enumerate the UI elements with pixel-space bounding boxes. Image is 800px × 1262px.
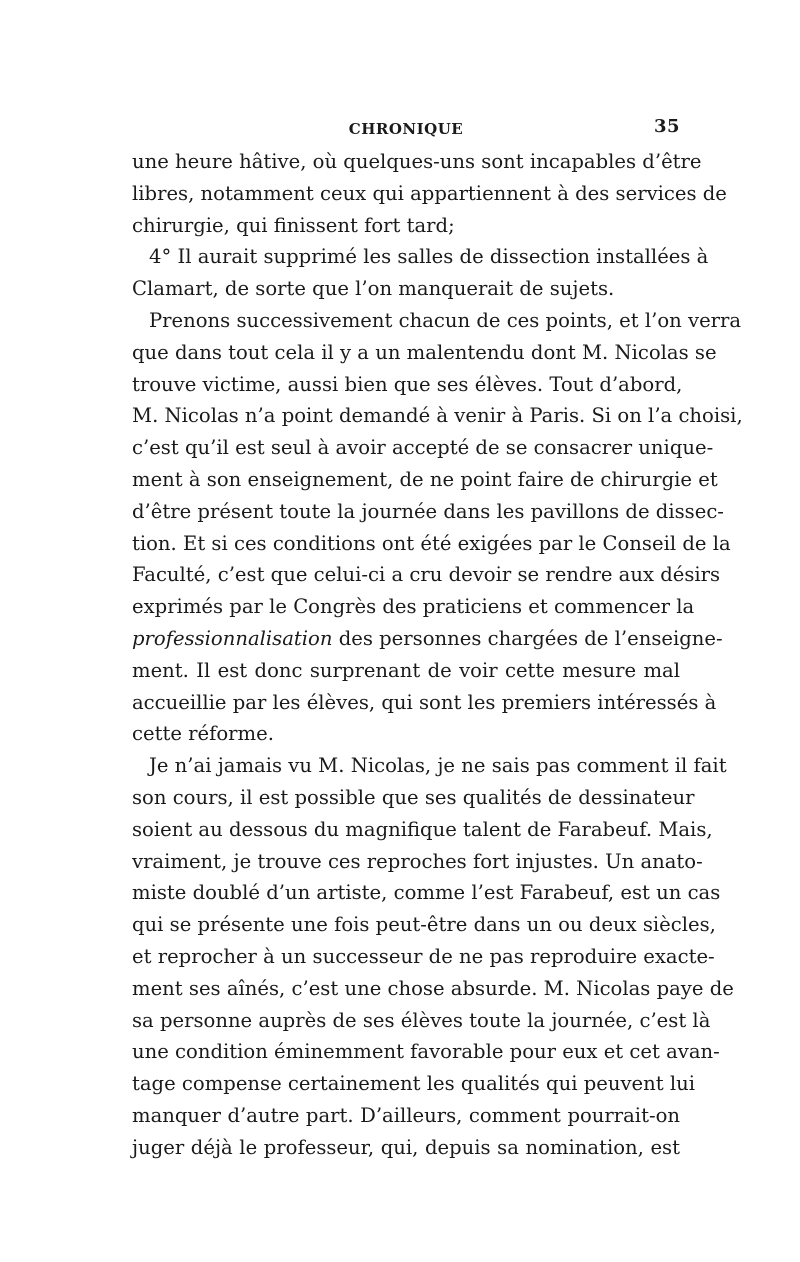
emphasized-word: professionnalisation (132, 626, 333, 650)
text-line: et reprocher à un successeur de ne pas reproduire exacte- (132, 944, 715, 968)
running-title: CHRONIQUE (348, 120, 464, 138)
text-line: sa personne auprès de ses élèves toute la journée, c’est là (132, 1008, 711, 1032)
book-page (132, 112, 743, 1164)
running-head (132, 112, 680, 146)
text-line: exprimés par le Congrès des praticiens et commencer la (132, 595, 695, 619)
line-text: des personnes chargées de l’enseigne- (332, 626, 723, 650)
page-number: 35 (653, 116, 680, 137)
text-line: Je n’ai jamais vu M. Nicolas, je ne sais pas comment il fait (149, 754, 727, 778)
text-line: Faculté, c’est que celui-ci a cru devoir se rendre aux désirs (132, 563, 721, 587)
text-line: d’être présent toute la journée dans les pavillons de dissec- (132, 499, 724, 523)
text-line: ment. Il est donc surprenant de voir cette mesure mal (132, 658, 680, 682)
text-line: vraiment, je trouve ces reproches fort injustes. Un anato- (132, 849, 703, 873)
text-line: trouve victime, aussi bien que ses élèves. Tout d’abord, (132, 372, 683, 396)
text-line: ment à son enseignement, de ne point faire de chirurgie et (132, 467, 718, 491)
text-line: Prenons successivement chacun de ces points, et l’on verra (149, 308, 742, 332)
text-line: Clamart, de sorte que l’on manquerait de sujets. (132, 277, 615, 301)
text-line: qui se présente une fois peut-être dans un ou deux siècles, (132, 913, 716, 937)
text-line: une condition éminemment favorable pour eux et cet avan- (132, 1040, 720, 1064)
text-line: ment ses aînés, c’est une chose absurde. M. Nicolas paye de (132, 976, 734, 1000)
text-line: une heure hâtive, où quelques-uns sont incapables d’être (132, 150, 702, 173)
text-line: soient au dessous du magnifique talent de Farabeuf. Mais, (132, 817, 713, 841)
text-line: tage compense certainement les qualités qui peuvent lui (132, 1072, 696, 1096)
text-line: manquer d’autre part. D’ailleurs, comment pourrait-on (132, 1103, 680, 1127)
text-line: 4° Il aurait supprimé les salles de dissection installées à (149, 245, 709, 269)
body-text (132, 146, 743, 1164)
text-line: chirurgie, qui finissent fort tard; (132, 213, 455, 237)
text-line: son cours, il est possible que ses qualités de dessinateur (132, 785, 695, 809)
text-line: que dans tout cela il y a un malentendu dont M. Nicolas se (132, 340, 717, 364)
text-line: libres, notamment ceux qui appartiennent à des services de (132, 181, 727, 205)
text-line: M. Nicolas n’a point demandé à venir à Paris. Si on l’a choisi, (132, 404, 743, 428)
text-line: juger déjà le professeur, qui, depuis sa nomination, est (132, 1135, 680, 1159)
text-line: tion. Et si ces conditions ont été exigées par le Conseil de la (132, 531, 731, 555)
text-line: cette réforme. (132, 722, 274, 746)
text-line: miste doublé d’un artiste, comme l’est Farabeuf, est un cas (132, 881, 721, 905)
text-line: c’est qu’il est seul à avoir accepté de se consacrer unique- (132, 436, 714, 460)
text-line (132, 623, 723, 655)
text-line: accueillie par les élèves, qui sont les premiers intéressés à (132, 690, 717, 714)
